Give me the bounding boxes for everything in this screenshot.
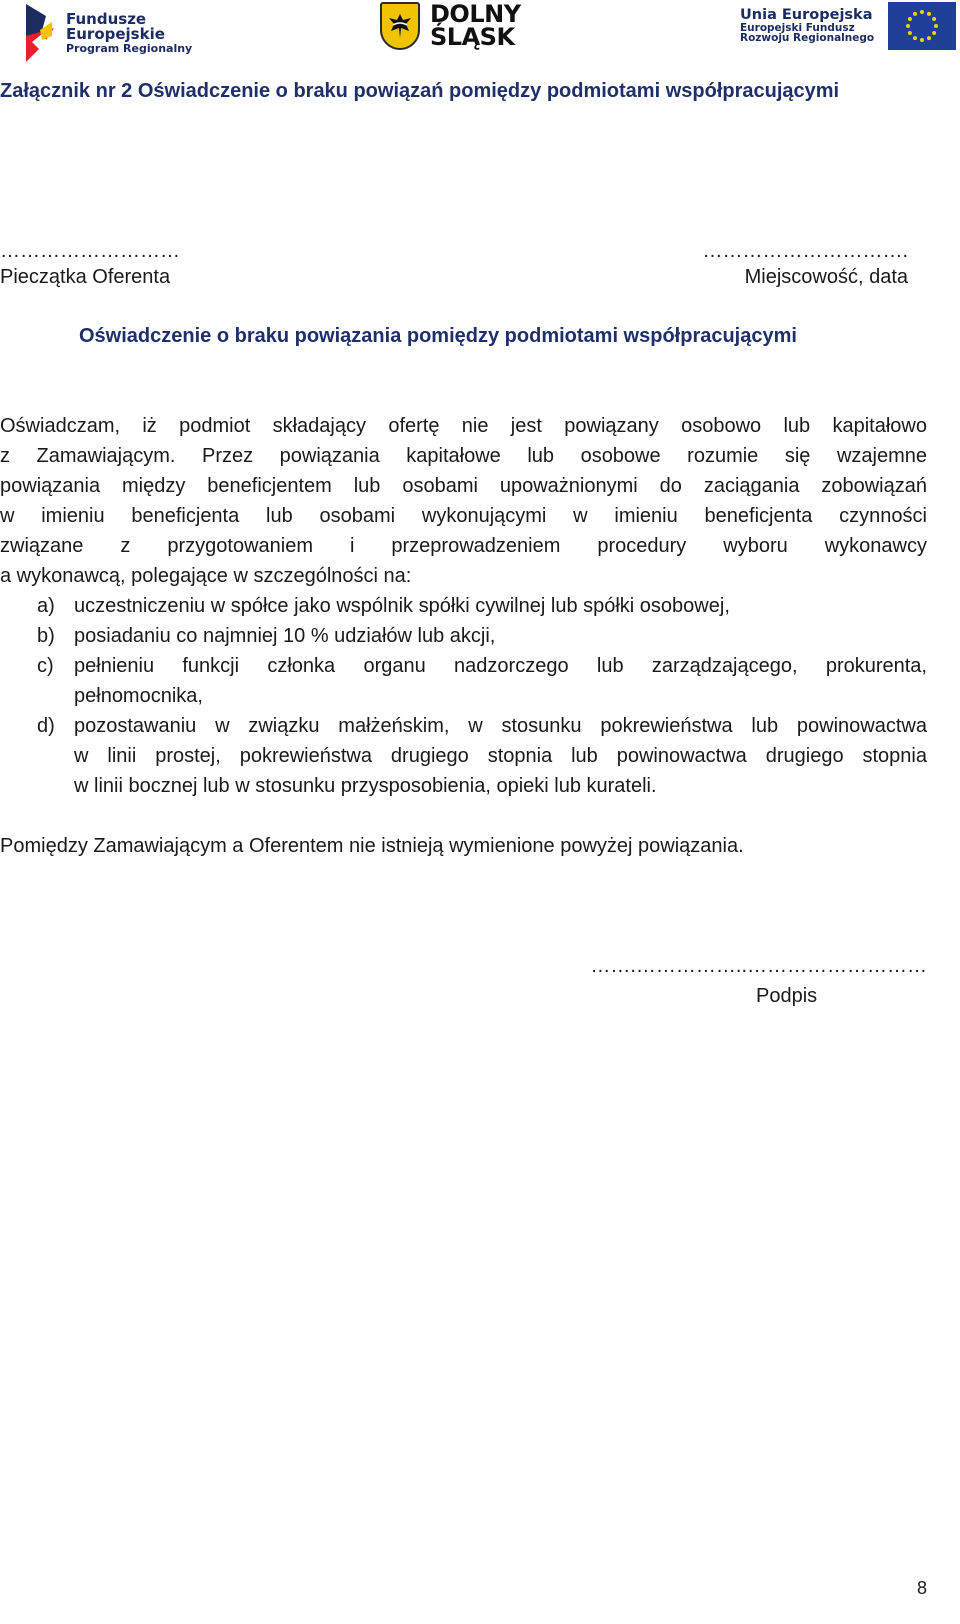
list-item-label: d) — [37, 715, 55, 737]
paragraph-line: powiązania między beneficjentem lub osobami upoważnionymi do zaciągania zobowiązań — [0, 475, 927, 497]
list-item-line: pozostawaniu w związku małżeńskim, w stosunku pokrewieństwa lub powinowactwa — [74, 715, 927, 737]
list-item-line: w linii bocznej lub w stosunku przysposobienia, opieki lub kurateli. — [74, 775, 657, 797]
list-item-line: posiadaniu co najmniej 10 % udziałów lub akcji, — [74, 625, 496, 647]
list-item-line: w linii prostej, pokrewieństwa drugiego stopnia lub powinowactwa drugiego stopnia — [74, 745, 927, 767]
statement-title: Oświadczenie o braku powiązania pomiędzy podmiotami współpracującymi — [79, 325, 797, 347]
paragraph-line: a wykonawcą, polegające w szczególności na: — [0, 565, 412, 587]
conclusion-text: Pomiędzy Zamawiającym a Oferentem nie istnieją wymienione powyżej powiązania. — [0, 835, 744, 857]
list-item-label: a) — [37, 595, 55, 617]
eu-line2: Europejski Fundusz — [740, 21, 855, 34]
place-date-label: Miejscowość, data — [744, 266, 908, 288]
paragraph-line: z Zamawiającym. Przez powiązania kapitałowe lub osobowe rozumie się wzajemne — [0, 445, 927, 467]
signature-dots: …….……………..……………………… — [590, 955, 927, 977]
header-logos — [0, 0, 960, 66]
signature-label: Podpis — [756, 985, 818, 1007]
list-item-line: pełnieniu funkcji członka organu nadzorczego lub zarządzającego, prokurenta, — [74, 655, 927, 677]
statement-paragraph — [0, 411, 927, 591]
paragraph-line: związane z przygotowaniem i przeprowadzeniem procedury wyboru wykonawcy — [0, 535, 927, 557]
fundusze-europejskie-logo — [22, 2, 192, 64]
fe-line1: Fundusze — [66, 10, 147, 29]
paragraph-line: Oświadczam, iż podmiot składający ofertę nie jest powiązany osobowo lub kapitałowo — [0, 415, 927, 437]
place-date-dots: …………………………. — [702, 240, 908, 262]
list-item-label: b) — [37, 625, 55, 647]
page-number: 8 — [916, 1578, 927, 1598]
eagle-shield-icon — [380, 2, 420, 50]
stamp-dots: ……………………… — [0, 240, 180, 262]
dolny-slask-logo — [380, 2, 521, 50]
fe-star-icon — [22, 2, 58, 64]
unia-europejska-logo — [740, 2, 956, 50]
eu-flag-icon — [888, 2, 956, 50]
fe-line3: Program Regionalny — [66, 41, 193, 55]
ds-line1: DOLNY — [430, 0, 521, 29]
paragraph-line: w imieniu beneficjenta lub osobami wykonującymi w imieniu beneficjenta czynności — [0, 505, 927, 527]
eu-line1: Unia Europejska — [740, 6, 873, 23]
ds-line2: ŚLĄSK — [430, 23, 515, 51]
annex-title: Załącznik nr 2 Oświadczenie o braku powiązań pomiędzy podmiotami współpracującymi — [0, 80, 840, 102]
fe-line2: Europejskie — [66, 25, 165, 44]
list-item-line: pełnomocnika, — [74, 685, 203, 707]
list-item-line: uczestniczeniu w spółce jako wspólnik spółki cywilnej lub spółki osobowej, — [74, 595, 730, 617]
eu-line3: Rozwoju Regionalnego — [740, 32, 875, 45]
list-item-label: c) — [37, 655, 54, 677]
stamp-label: Pieczątka Oferenta — [0, 266, 171, 288]
